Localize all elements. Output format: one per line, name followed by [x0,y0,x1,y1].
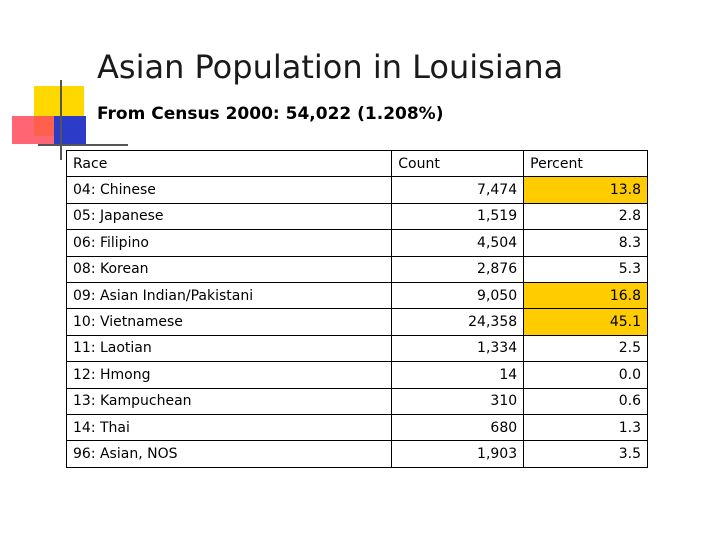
decor-horizontal-line [38,144,128,146]
cell-percent: 16.8 [524,282,648,308]
cell-percent: 0.0 [524,362,648,388]
cell-count: 1,903 [392,441,524,467]
cell-race: 96: Asian, NOS [67,441,392,467]
cell-race: 05: Japanese [67,203,392,229]
cell-race: 08: Korean [67,256,392,282]
cell-race: 04: Chinese [67,177,392,203]
population-table [66,150,648,468]
cell-count: 9,050 [392,282,524,308]
cell-race: 14: Thai [67,414,392,440]
cell-race: 09: Asian Indian/Pakistani [67,282,392,308]
table-row [67,309,648,335]
table-row [67,362,648,388]
cell-percent: 8.3 [524,230,648,256]
table-row [67,388,648,414]
cell-percent: 45.1 [524,309,648,335]
cell-percent: 0.6 [524,388,648,414]
slide-title: Asian Population in Louisiana [97,48,564,86]
table-row [67,230,648,256]
table-row [67,282,648,308]
cell-count: 14 [392,362,524,388]
table-header-row [67,151,648,177]
cell-count: 1,334 [392,335,524,361]
decor-vertical-line [60,80,62,160]
cell-race: 12: Hmong [67,362,392,388]
cell-count: 1,519 [392,203,524,229]
table-row [67,256,648,282]
cell-race: 11: Laotian [67,335,392,361]
slide-subtitle: From Census 2000: 54,022 (1.208%) [97,104,444,124]
cell-percent: 3.5 [524,441,648,467]
cell-count: 2,876 [392,256,524,282]
cell-percent: 5.3 [524,256,648,282]
cell-race: 06: Filipino [67,230,392,256]
table-row [67,177,648,203]
cell-race: 13: Kampuchean [67,388,392,414]
table-row [67,414,648,440]
cell-count: 4,504 [392,230,524,256]
cell-percent: 1.3 [524,414,648,440]
table-row [67,441,648,467]
cell-percent: 2.8 [524,203,648,229]
header-race: Race [67,151,392,177]
cell-count: 7,474 [392,177,524,203]
decor-blue-block [54,116,86,144]
header-count: Count [392,151,524,177]
cell-count: 24,358 [392,309,524,335]
table-row [67,203,648,229]
cell-count: 310 [392,388,524,414]
cell-percent: 2.5 [524,335,648,361]
cell-percent: 13.8 [524,177,648,203]
table-row [67,335,648,361]
cell-race: 10: Vietnamese [67,309,392,335]
decor-red-block [12,116,54,144]
cell-count: 680 [392,414,524,440]
header-percent: Percent [524,151,648,177]
